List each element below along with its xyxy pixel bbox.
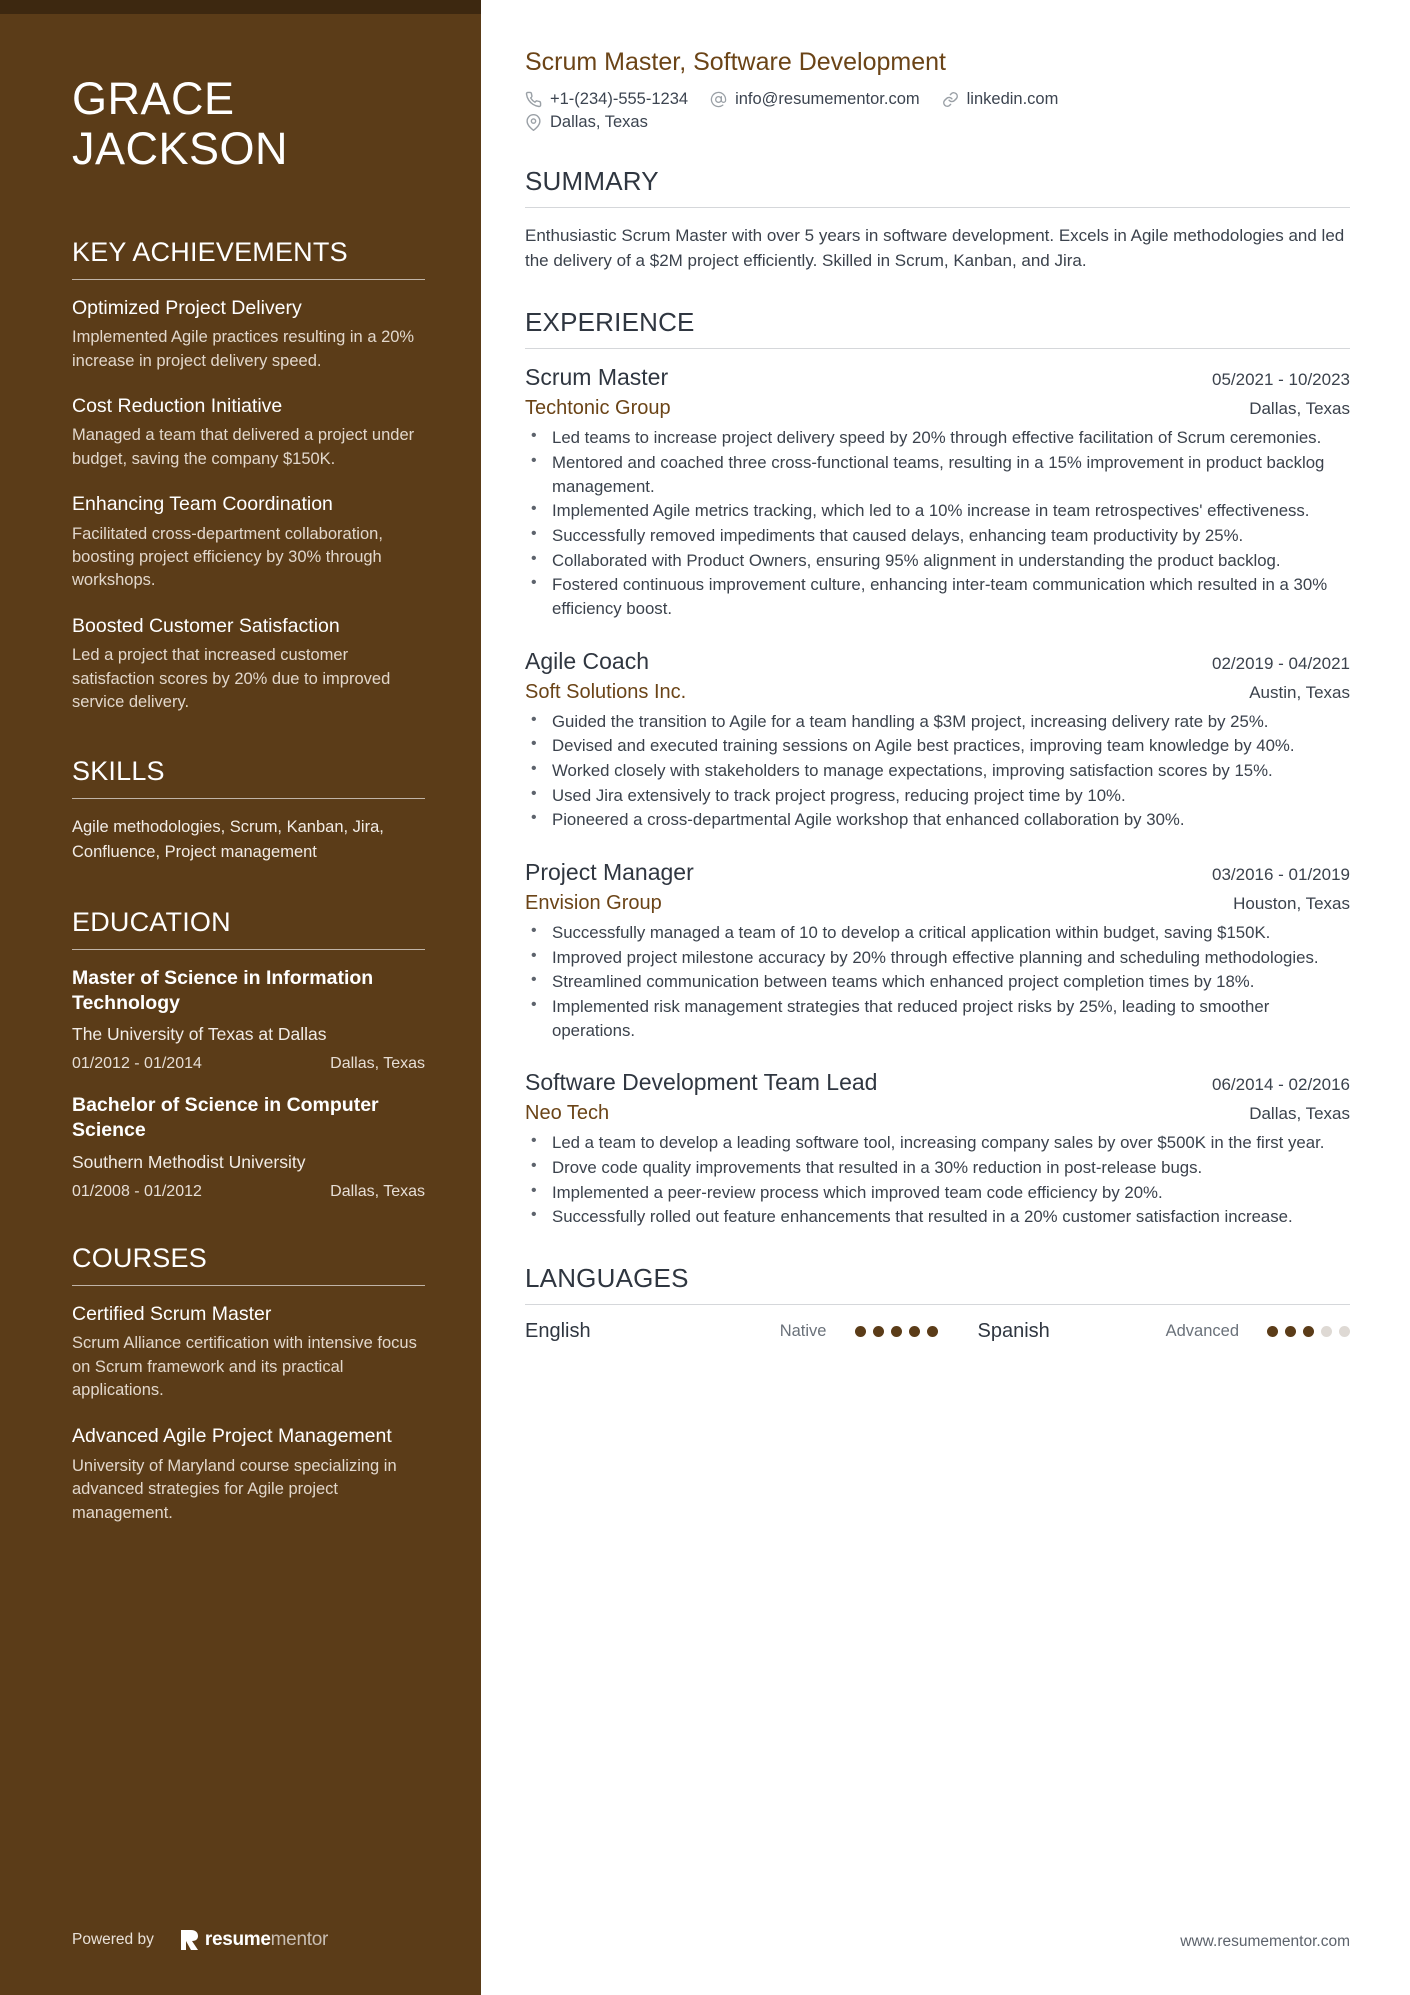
rating-dot bbox=[1285, 1326, 1296, 1337]
achievement-description: Implemented Agile practices resulting in a 20% increase in project delivery speed. bbox=[72, 328, 415, 370]
rating-dot bbox=[1339, 1326, 1350, 1337]
experience-header bbox=[525, 364, 1350, 391]
achievement-title: Optimized Project Delivery bbox=[72, 296, 302, 319]
key-achievements-section bbox=[72, 237, 425, 715]
achievement-item bbox=[72, 296, 425, 373]
education-location: Dallas, Texas bbox=[330, 1055, 425, 1073]
education-location: Dallas, Texas bbox=[330, 1182, 425, 1200]
contact-email[interactable] bbox=[710, 90, 920, 109]
achievement-title: Boosted Customer Satisfaction bbox=[72, 614, 340, 637]
language-rating-dots bbox=[855, 1326, 938, 1337]
job-bullet: • Led teams to increase project delivery speed by 20% through effective facilitation of Scrum ceremonies. bbox=[525, 426, 1350, 450]
experience-header bbox=[525, 648, 1350, 675]
job-bullet: • Streamlined communication between teams which enhanced project completion times by 18%. bbox=[525, 970, 1350, 994]
education-degree: Bachelor of Science in Computer Science bbox=[72, 1094, 379, 1142]
skills-heading: SKILLS bbox=[72, 756, 165, 787]
experience-header bbox=[525, 859, 1350, 886]
contact-phone[interactable] bbox=[525, 90, 688, 109]
language-name: Spanish bbox=[977, 1320, 1050, 1343]
languages-heading: LANGUAGES bbox=[525, 1263, 689, 1294]
education-meta bbox=[72, 1055, 425, 1073]
contact-row-primary bbox=[525, 90, 1350, 109]
rating-dot bbox=[927, 1326, 938, 1337]
section-divider bbox=[72, 798, 425, 799]
sidebar-footer bbox=[72, 1929, 328, 1951]
job-bullet: • Devised and executed training sessions on Agile best practices, improving team knowledge by 40%. bbox=[525, 734, 1350, 758]
summary-section bbox=[525, 166, 1350, 273]
job-bullet: • Drove code quality improvements that resulted in a 30% reduction in post-release bugs. bbox=[525, 1156, 1350, 1180]
map-pin-icon bbox=[525, 114, 542, 131]
education-dates: 01/2012 - 01/2014 bbox=[72, 1055, 202, 1073]
experience-item bbox=[525, 648, 1350, 832]
job-bullet: • Led a team to develop a leading software tool, increasing company sales by over $500K in the first year. bbox=[525, 1131, 1350, 1155]
education-dates: 01/2008 - 01/2012 bbox=[72, 1182, 202, 1200]
contact-email-text: info@resumementor.com bbox=[735, 90, 920, 108]
rating-dot bbox=[1321, 1326, 1332, 1337]
rating-dot bbox=[873, 1326, 884, 1337]
course-description: University of Maryland course specializing in advanced strategies for Agile project management. bbox=[72, 1456, 397, 1522]
sidebar-top-accent-bar bbox=[0, 0, 481, 14]
contact-link-text: linkedin.com bbox=[966, 90, 1059, 108]
languages-section bbox=[525, 1263, 1350, 1343]
rating-dot bbox=[1267, 1326, 1278, 1337]
main-content bbox=[481, 0, 1410, 1995]
link-icon bbox=[942, 91, 959, 108]
experience-subheader bbox=[525, 397, 1350, 420]
job-bullet: • Pioneered a cross-departmental Agile workshop that enhanced collaboration by 30%. bbox=[525, 808, 1350, 832]
achievement-description: Facilitated cross-department collaboration, boosting project efficiency by 30% through workshops. bbox=[72, 524, 383, 590]
courses-section bbox=[72, 1243, 425, 1525]
job-bullet-list bbox=[525, 710, 1350, 832]
sidebar bbox=[0, 0, 481, 1995]
job-bullet-list bbox=[525, 426, 1350, 620]
experience-item bbox=[525, 1069, 1350, 1229]
section-divider bbox=[525, 207, 1350, 208]
job-location: Dallas, Texas bbox=[1249, 399, 1350, 419]
resumementor-logo bbox=[180, 1929, 328, 1951]
phone-icon bbox=[525, 91, 542, 108]
contact-phone-text: +1-(234)-555-1234 bbox=[550, 90, 689, 108]
job-bullet: • Fostered continuous improvement culture, enhancing inter-team communication which resulted in a 30% efficiency boost. bbox=[525, 573, 1350, 620]
job-dates: 06/2014 - 02/2016 bbox=[1211, 1075, 1350, 1095]
courses-heading: COURSES bbox=[72, 1242, 207, 1273]
course-item bbox=[72, 1424, 425, 1525]
job-bullet: • Collaborated with Product Owners, ensuring 95% alignment in understanding the product backlog. bbox=[525, 549, 1350, 573]
achievement-description: Managed a team that delivered a project under budget, saving the company $150K. bbox=[72, 426, 415, 468]
contact-location-text: Dallas, Texas bbox=[550, 113, 648, 131]
job-location: Dallas, Texas bbox=[1249, 1104, 1350, 1124]
job-bullet: • Successfully managed a team of 10 to develop a critical application within budget, saving $150K. bbox=[525, 921, 1350, 945]
section-divider bbox=[525, 1304, 1350, 1305]
skills-list: Agile methodologies, Scrum, Kanban, Jira, Confluence, Project management bbox=[72, 818, 384, 862]
language-level: Advanced bbox=[1165, 1322, 1239, 1341]
section-divider bbox=[72, 1285, 425, 1286]
job-bullet: • Guided the transition to Agile for a team handling a $3M project, increasing delivery rate by 25%. bbox=[525, 710, 1350, 734]
course-title: Advanced Agile Project Management bbox=[72, 1425, 392, 1448]
course-item bbox=[72, 1302, 425, 1403]
job-location: Austin, Texas bbox=[1249, 682, 1350, 702]
job-bullet-list bbox=[525, 921, 1350, 1042]
experience-subheader bbox=[525, 1102, 1350, 1125]
resumementor-mark-icon bbox=[180, 1929, 199, 1951]
rating-dot bbox=[855, 1326, 866, 1337]
key-achievements-heading: KEY ACHIEVEMENTS bbox=[72, 236, 348, 267]
course-title: Certified Scrum Master bbox=[72, 1302, 272, 1325]
language-item-spanish bbox=[938, 1320, 1351, 1343]
achievement-item bbox=[72, 492, 425, 593]
experience-item bbox=[525, 364, 1350, 620]
resumementor-wordmark bbox=[205, 1929, 328, 1951]
education-meta bbox=[72, 1183, 425, 1201]
job-bullet: • Worked closely with stakeholders to manage expectations, improving satisfaction scores by 15%. bbox=[525, 759, 1350, 783]
achievement-title: Cost Reduction Initiative bbox=[72, 394, 283, 417]
achievement-item bbox=[72, 614, 425, 715]
contact-location bbox=[525, 113, 648, 132]
job-company: Neo Tech bbox=[525, 1102, 610, 1125]
education-section bbox=[72, 907, 425, 1201]
at-icon bbox=[710, 91, 727, 108]
rating-dot bbox=[909, 1326, 920, 1337]
candidate-name bbox=[72, 74, 425, 175]
job-bullet: • Implemented risk management strategies that reduced project risks by 25%, leading to smoother operations. bbox=[525, 995, 1350, 1042]
language-item-english bbox=[525, 1320, 938, 1343]
candidate-first-name: GRACE bbox=[72, 73, 235, 124]
education-heading: EDUCATION bbox=[72, 906, 231, 937]
powered-by-label: Powered by bbox=[72, 1931, 154, 1948]
summary-text: Enthusiastic Scrum Master with over 5 years in software development. Excels in Agile methodologies and led the delivery of a $2M project efficiently. Skilled in Scrum, Kanban, and Jira. bbox=[525, 226, 1345, 271]
footer-website-url: www.resumementor.com bbox=[1180, 1933, 1350, 1950]
job-bullet: • Implemented a peer-review process which improved team code efficiency by 20%. bbox=[525, 1181, 1350, 1205]
section-divider bbox=[525, 348, 1350, 349]
achievement-description: Led a project that increased customer satisfaction scores by 20% due to improved service delivery. bbox=[72, 646, 391, 711]
job-bullet: • Used Jira extensively to track project progress, reducing project time by 10%. bbox=[525, 784, 1350, 808]
language-name: English bbox=[525, 1320, 591, 1343]
education-item bbox=[72, 966, 425, 1074]
experience-subheader bbox=[525, 681, 1350, 704]
job-bullet: • Implemented Agile metrics tracking, which led to a 10% increase in team retrospectives' effectiveness. bbox=[525, 499, 1350, 523]
brand-light: mentor bbox=[270, 1929, 328, 1950]
achievement-title: Enhancing Team Coordination bbox=[72, 493, 333, 516]
job-company: Soft Solutions Inc. bbox=[525, 680, 687, 703]
rating-dot bbox=[891, 1326, 902, 1337]
education-school: The University of Texas at Dallas bbox=[72, 1024, 327, 1045]
job-dates: 03/2016 - 01/2019 bbox=[1211, 865, 1350, 885]
experience-section bbox=[525, 307, 1350, 1229]
course-description: Scrum Alliance certification with intensive focus on Scrum framework and its practical applications. bbox=[72, 1334, 417, 1400]
language-rating-dots bbox=[1267, 1326, 1350, 1337]
job-location: Houston, Texas bbox=[1233, 894, 1350, 914]
job-dates: 05/2021 - 10/2023 bbox=[1211, 370, 1350, 390]
education-degree: Master of Science in Information Technology bbox=[72, 966, 374, 1014]
job-role: Scrum Master bbox=[525, 364, 669, 391]
achievement-item bbox=[72, 394, 425, 471]
language-level: Native bbox=[779, 1322, 827, 1341]
education-item bbox=[72, 1093, 425, 1201]
experience-header bbox=[525, 1069, 1350, 1096]
job-bullet: • Improved project milestone accuracy by 20% through effective planning and scheduling methodologies. bbox=[525, 946, 1350, 970]
job-bullet: • Successfully removed impediments that caused delays, enhancing team productivity by 25%. bbox=[525, 524, 1350, 548]
education-school: Southern Methodist University bbox=[72, 1151, 306, 1172]
rating-dot bbox=[1303, 1326, 1314, 1337]
job-bullet-list bbox=[525, 1131, 1350, 1229]
skills-section bbox=[72, 756, 425, 865]
contact-row-secondary bbox=[525, 113, 1350, 132]
brand-bold: resume bbox=[204, 1929, 271, 1950]
section-divider bbox=[72, 279, 425, 280]
job-dates: 02/2019 - 04/2021 bbox=[1211, 653, 1350, 673]
summary-heading: SUMMARY bbox=[525, 166, 659, 196]
job-role: Agile Coach bbox=[525, 647, 650, 674]
contact-link[interactable] bbox=[942, 90, 1059, 109]
job-role: Software Development Team Lead bbox=[525, 1069, 878, 1096]
languages-row bbox=[525, 1320, 1350, 1343]
job-company: Envision Group bbox=[525, 892, 662, 915]
experience-subheader bbox=[525, 892, 1350, 915]
job-bullet: • Successfully rolled out feature enhancements that resulted in a 20% customer satisfaction increase. bbox=[525, 1205, 1350, 1229]
experience-heading: EXPERIENCE bbox=[525, 307, 695, 338]
job-company: Techtonic Group bbox=[525, 397, 671, 420]
section-divider bbox=[72, 949, 425, 950]
job-bullet: • Mentored and coached three cross-functional teams, resulting in a 15% improvement in product backlog management. bbox=[525, 451, 1350, 498]
headline-title: Scrum Master, Software Development bbox=[525, 48, 946, 76]
candidate-last-name: JACKSON bbox=[72, 123, 289, 175]
experience-item bbox=[525, 859, 1350, 1042]
job-role: Project Manager bbox=[525, 859, 694, 886]
